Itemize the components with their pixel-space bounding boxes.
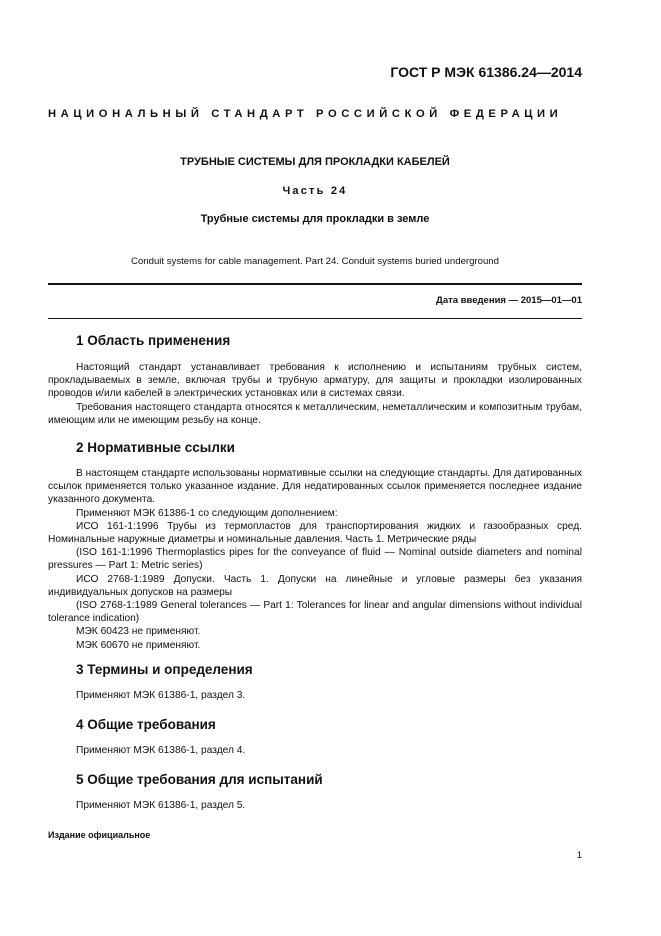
section-4-heading: 4 Общие требования <box>76 717 216 732</box>
document-part: Часть 24 <box>282 185 348 197</box>
section-2-body <box>48 467 582 652</box>
section-3-heading: 3 Термины и определения <box>76 662 253 677</box>
document-subtitle: Трубные системы для прокладки в земле <box>200 213 430 225</box>
section-2-heading: 2 Нормативные ссылки <box>76 440 235 455</box>
title-divider <box>48 283 582 285</box>
section-5-heading: 5 Общие требования для испытаний <box>76 772 323 787</box>
paragraph: МЭК 60423 не применяют. <box>76 626 201 638</box>
paragraph: Применяют МЭК 61386-1 со следующим дополнением: <box>76 507 338 519</box>
paragraph: ИСО 2768-1:1989 Допуски. Часть 1. Допуски на линейные и угловые размеры без указания индивидуальных допусков на размеры <box>48 573 582 598</box>
paragraph: Настоящий стандарт устанавливает требования к исполнению и испытаниям трубных систем, прокладываемых в земле, включая трубы и трубную арматуру, для защиты и прокладки изолированных проводов и/или кабелей в электрических установках или в системах связи. <box>48 362 582 400</box>
paragraph: В настоящем стандарте использованы нормативные ссылки на следующие стандарты. Для датированных ссылок применяется только указанное издание. Для недатированных ссылок применяется последнее издание указанного документа. <box>48 468 582 506</box>
section-5-body: Применяют МЭК 61386-1, раздел 5. <box>76 800 246 811</box>
paragraph: МЭК 60670 не применяют. <box>76 639 201 651</box>
document-title: ТРУБНЫЕ СИСТЕМЫ ДЛЯ ПРОКЛАДКИ КАБЕЛЕЙ <box>180 156 450 168</box>
paragraph: (ISO 2768-1:1989 General tolerances — Part 1: Tolerances for linear and angular dimensions without individual tolerance indication) <box>48 600 582 625</box>
section-1-heading: 1 Область применения <box>76 333 231 348</box>
paragraph: Требования настоящего стандарта относятся к металлическим, неметаллическим и композитным трубам, имеющим или не имеющим резьбу на конце. <box>48 401 582 426</box>
english-title: Conduit systems for cable management. Part 24. Conduit systems buried underground <box>131 256 499 267</box>
effective-date: Дата введения — 2015—01—01 <box>436 295 582 306</box>
edition-note: Издание официальное <box>48 830 151 840</box>
section-3-body: Применяют МЭК 61386-1, раздел 3. <box>76 690 246 701</box>
national-standard-banner: НАЦИОНАЛЬНЫЙ СТАНДАРТ РОССИЙСКОЙ ФЕДЕРАЦИИ <box>48 108 563 120</box>
date-divider <box>48 318 582 319</box>
paragraph: ИСО 161-1:1996 Трубы из термопластов для транспортирования жидких и газообразных сред. Номинальные наружные диаметры и номинальные давления. Часть 1. Метрические ряды <box>48 520 582 546</box>
paragraph: (ISO 161-1:1996 Thermoplastics pipes for the conveyance of fluid — Nominal outside diameters and nominal pressures — Part 1: Metric series) <box>48 547 582 572</box>
document-code: ГОСТ Р МЭК 61386.24—2014 <box>390 64 582 80</box>
page-number: 1 <box>576 850 582 861</box>
section-1-body <box>48 361 582 427</box>
section-4-body: Применяют МЭК 61386-1, раздел 4. <box>76 745 246 756</box>
